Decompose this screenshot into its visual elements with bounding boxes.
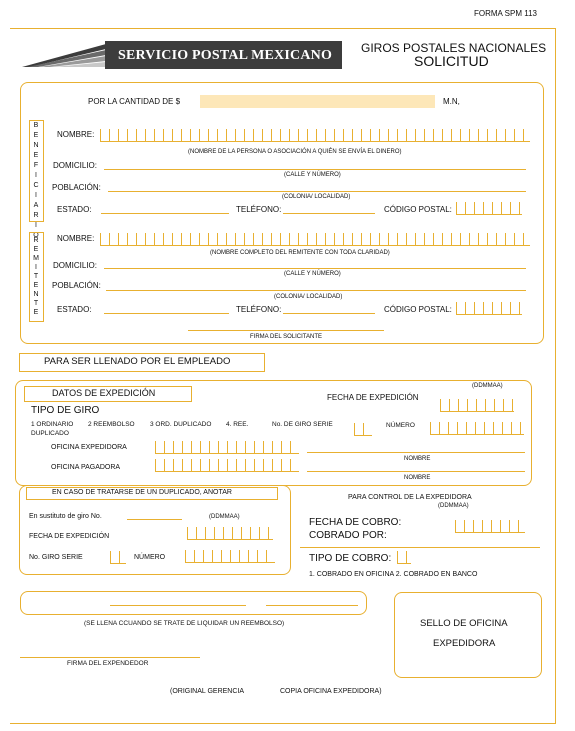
firma-expendedor-line[interactable] xyxy=(20,657,200,658)
sello-line1: SELLO DE OFICINA xyxy=(420,618,508,629)
ben-telefono-input[interactable] xyxy=(283,213,375,214)
ben-nombre-hint: (NOMBRE DE LA PERSONA O ASOCIACIÓN A QUIÉN SE ENVÍA EL DINERO) xyxy=(188,149,402,155)
ben-nombre-input[interactable] xyxy=(100,129,530,142)
ben-estado-label: ESTADO: xyxy=(57,205,92,214)
tipo-cobro-input[interactable] xyxy=(397,551,411,564)
ben-estado-input[interactable] xyxy=(101,213,229,214)
oficina-pag-nombre-line[interactable] xyxy=(307,471,525,472)
reembolso-line-2[interactable] xyxy=(266,605,358,606)
cobrado-por-line[interactable] xyxy=(300,547,540,548)
ben-telefono-label: TELÉFONO: xyxy=(236,205,282,214)
firma-solicitante-line[interactable] xyxy=(188,330,384,331)
ben-nombre-label: NOMBRE: xyxy=(57,130,95,139)
control-header: PARA CONTROL DE LA EXPEDIDORA xyxy=(348,494,472,501)
currency-label: M.N, xyxy=(443,97,460,106)
ben-poblacion-hint: (COLONIA/ LOCALIDAD) xyxy=(282,194,351,200)
tipo-opt4: 4. REE. xyxy=(226,421,249,428)
rem-telefono-label: TELÉFONO: xyxy=(236,305,282,314)
expedicion-header: DATOS DE EXPEDICIÓN xyxy=(52,388,156,398)
footer-right: COPIA OFICINA EXPEDIDORA) xyxy=(280,688,382,695)
rem-telefono-input[interactable] xyxy=(283,313,375,314)
oficina-pag-label: OFICINA PAGADORA xyxy=(51,464,121,471)
oficina-pag-input[interactable] xyxy=(155,459,299,472)
form-code: FORMA SPM 113 xyxy=(474,9,537,18)
sustituto-label: En sustituto de giro No. xyxy=(29,513,102,520)
oficina-exp-label: OFICINA EXPEDIDORA xyxy=(51,444,127,451)
dup-fecha-label: FECHA DE EXPEDICIÓN xyxy=(29,533,110,540)
rem-estado-label: ESTADO: xyxy=(57,305,92,314)
reembolso-box xyxy=(20,591,367,615)
dup-fecha-input[interactable] xyxy=(187,527,273,540)
rem-cp-input[interactable] xyxy=(456,302,522,315)
dup-numero-input[interactable] xyxy=(185,550,275,563)
ben-domicilio-label: DOMICILIO: xyxy=(53,161,98,170)
brand-logo xyxy=(20,41,342,69)
title-line1: GIROS POSTALES NACIONALES xyxy=(361,41,547,55)
reembolso-hint: (SE LLENA CCUANDO SE TRATE DE LIQUIDAR UN REEMBOLSO) xyxy=(84,620,285,627)
ben-poblacion-input[interactable] xyxy=(108,191,526,192)
tipo-opt2: 2 REEMBOLSO xyxy=(88,421,135,428)
numero-input[interactable] xyxy=(430,422,524,435)
numero-label: NÚMERO xyxy=(386,422,415,429)
dup-serie-label: No. GIRO SERIE xyxy=(29,554,83,561)
tipo-opt3: 3 ORD. DUPLICADO xyxy=(150,421,212,428)
fecha-exp-label: FECHA DE EXPEDICIÓN xyxy=(327,393,419,402)
oficina-pag-nombre-label: NOMBRE xyxy=(404,475,431,481)
amount-field[interactable] xyxy=(200,95,435,108)
tipo-opt1a: 1 ORDINARIO xyxy=(31,421,74,428)
fecha-cobro-label: FECHA DE COBRO: xyxy=(309,517,402,528)
duplicado-header: EN CASO DE TRATARSE DE UN DUPLICADO, ANOTAR xyxy=(52,489,232,496)
rem-estado-input[interactable] xyxy=(104,313,229,314)
ben-cp-label: CÓDIGO POSTAL: xyxy=(384,205,452,214)
ben-domicilio-input[interactable] xyxy=(104,169,526,170)
footer-left: (ORIGINAL GERENCIA xyxy=(170,688,245,695)
rem-domicilio-label: DOMICILIO: xyxy=(53,261,98,270)
firma-expendedor-label: FIRMA DEL EXPENDEDOR xyxy=(67,660,149,667)
sello-box xyxy=(394,592,542,678)
eagle-icon xyxy=(20,41,110,69)
remitente-label: R E M I T E N T E xyxy=(33,237,39,316)
duplicado-format: (DDMMAA) xyxy=(209,514,240,520)
firma-solicitante-label: FIRMA DEL SOLICITANTE xyxy=(250,334,323,340)
rem-cp-label: CÓDIGO POSTAL: xyxy=(384,305,452,314)
rem-poblacion-hint: (COLONIA/ LOCALIDAD) xyxy=(274,294,343,300)
oficina-exp-nombre-label: NOMBRE xyxy=(404,456,431,462)
reembolso-line-1[interactable] xyxy=(110,605,246,606)
tipo-cobro-label: TIPO DE COBRO: xyxy=(309,553,392,564)
control-format: (DDMMAA) xyxy=(438,503,469,509)
cobrado-por-label: COBRADO POR: xyxy=(309,530,387,541)
rem-nombre-input[interactable] xyxy=(100,233,530,246)
oficina-exp-input[interactable] xyxy=(155,441,299,454)
fecha-exp-input[interactable] xyxy=(440,399,514,412)
tipo-opt1b: DUPLICADO xyxy=(31,430,69,437)
giro-serie-input[interactable] xyxy=(354,423,372,436)
ben-cp-input[interactable] xyxy=(456,202,522,215)
title-line2: SOLICITUD xyxy=(414,53,489,69)
brand-name: SERVICIO POSTAL MEXICANO xyxy=(117,48,333,63)
oficina-exp-nombre-line[interactable] xyxy=(307,452,525,453)
fecha-cobro-input[interactable] xyxy=(455,520,525,533)
ben-poblacion-label: POBLACIÓN: xyxy=(52,183,101,192)
dup-serie-input[interactable] xyxy=(110,551,126,564)
beneficiario-label: B E N E F I C I A R I O xyxy=(33,122,39,239)
rem-domicilio-hint: (CALLE Y NÚMERO) xyxy=(284,271,341,277)
rem-poblacion-input[interactable] xyxy=(106,290,526,291)
rem-domicilio-input[interactable] xyxy=(104,268,526,269)
ben-domicilio-hint: (CALLE Y NÚMERO) xyxy=(284,172,341,178)
sello-line2: EXPEDIDORA xyxy=(433,638,496,649)
empleado-header: PARA SER LLENADO POR EL EMPLEADO xyxy=(44,356,231,367)
dup-numero-label: NÚMERO xyxy=(134,554,166,561)
sustituto-input[interactable] xyxy=(127,519,182,520)
rem-nombre-hint: (NOMBRE COMPLETO DEL REMITENTE CON TODA CLARIDAD) xyxy=(210,250,390,256)
fecha-exp-format: (DDMMAA) xyxy=(472,383,503,389)
rem-nombre-label: NOMBRE: xyxy=(57,234,95,243)
tipo-giro-label: TIPO DE GIRO xyxy=(31,405,100,416)
rem-poblacion-label: POBLACIÓN: xyxy=(52,281,101,290)
amount-label: POR LA CANTIDAD DE $ xyxy=(88,97,181,106)
giro-serie-label: No. DE GIRO SERIE xyxy=(272,421,333,428)
tipo-cobro-options: 1. COBRADO EN OFICINA 2. COBRADO EN BANCO xyxy=(309,571,478,578)
